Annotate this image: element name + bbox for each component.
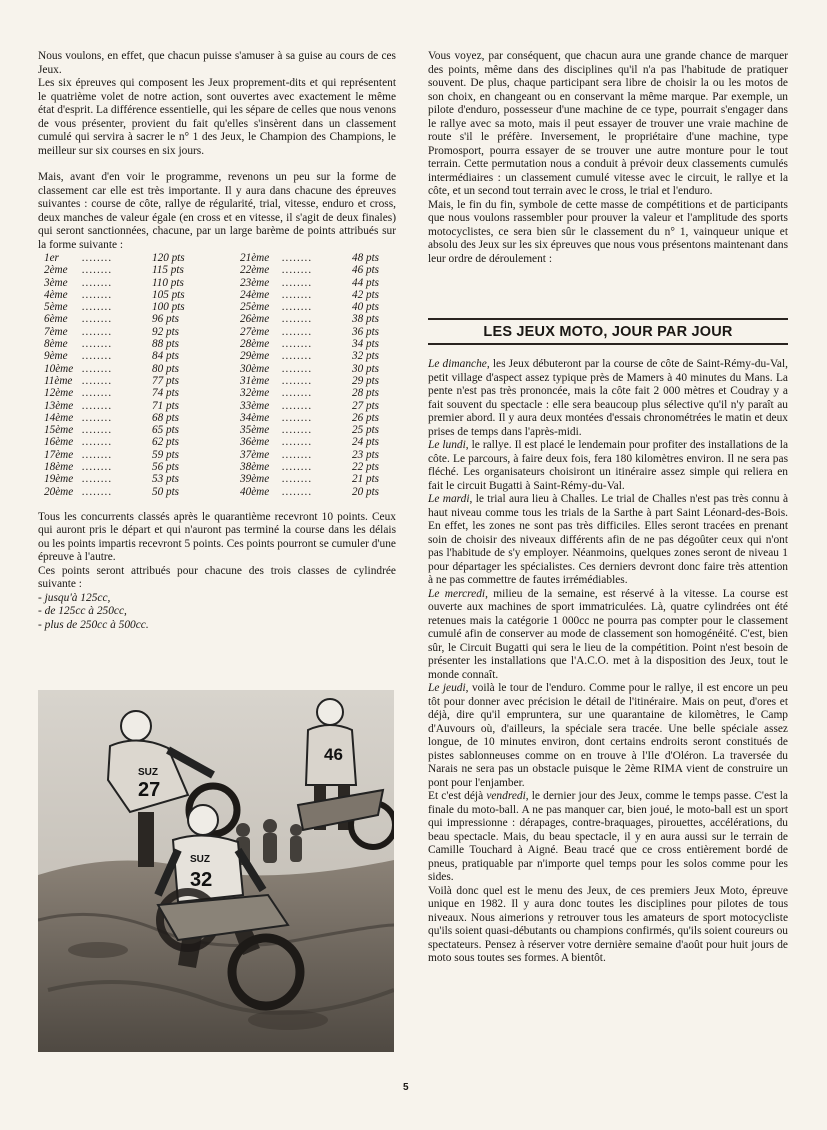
day-text: , le rallye. Il est placé le lendemain pour profiter des installations de la côte. Le parcours, à faire deux fois, fera 180 kilomètres environ. Il ne sera pas fléché. Les organisateurs choisiront un itinéraire assez simple qui reliera en fait le circuit Bugatti à Saint-Rémy-du-Val. xyxy=(428,439,789,492)
dot-leader: ........ xyxy=(282,424,313,437)
dot-leader: ........ xyxy=(282,473,313,486)
points-1: 120 pts xyxy=(152,252,185,264)
points-row xyxy=(38,375,396,387)
dot-leader: ........ xyxy=(282,374,313,387)
points-row xyxy=(38,264,396,276)
points-1: 84 pts xyxy=(152,350,180,363)
place-1: 10ème xyxy=(44,362,74,375)
points-2: 32 pts xyxy=(352,350,380,363)
place-2: 27ème xyxy=(240,325,270,338)
points-2: 29 pts xyxy=(352,374,380,387)
points-1: 105 pts xyxy=(152,288,185,301)
dot-leader: ........ xyxy=(82,461,113,474)
place-1: 6ème xyxy=(44,313,68,326)
points-1: 62 pts xyxy=(152,436,180,449)
place-1: 20ème xyxy=(44,485,74,498)
points-2: 22 pts xyxy=(352,461,380,474)
points-row xyxy=(38,449,396,461)
place-2: 37ème xyxy=(240,448,270,461)
points-1: 100 pts xyxy=(152,301,185,314)
friday-text: , le dernier jour des Jeux, comme le temps passe. C'est la finale du moto-ball. A ne pas manquer car, bien joué, le moto-ball est un sport qui impressionne : dérapages, contre-braquages, pirouettes, accélérations, du beau spectacle. Mais, du beau spectacle, il y en aura aussi sur le terrain de Camille Touchard à Aigné. Beau tracé que ce cross entièrement bordé de pneus, pratiquable par n'importe quel temps pour les solos comme pour les sides. xyxy=(428,790,788,883)
points-row xyxy=(38,424,396,436)
bib-27: 27 xyxy=(138,779,161,801)
section-heading: LES JEUX MOTO, JOUR PAR JOUR xyxy=(428,318,788,345)
dot-leader: ........ xyxy=(82,313,113,326)
place-1: 4ème xyxy=(44,288,68,301)
choice-paragraph: Vous voyez, par conséquent, que chacun aura une grande chance de marquer des points, même dans des disciplines qu'il n'a pas l'habitude de pratiquer souvent. De plus, chaque participant sera libre de choisir la ou les motos de son choix, en changeant ou en conservant la même marque. Par exemple, un pilote d'enduro, possesseur d'une machine de ce type, pourrait s'engager dans le rallye avec sa moto, mais il peut essayer de trouver une vraie machine de route s'il le préfère. Inversement, le propriétaire d'une machine, type Promosport, pourra essayer de se trouver une autre monture pour le tout terrain. Cette permutation nous a conduit à prévoir deux classements cumulés intermédiaires : un classement cumulé vitesse avec le circuit, le rallye et la côte, et un second tout terrain avec le cross, le trial et l'enduro. xyxy=(428,50,788,197)
dot-leader: ........ xyxy=(282,387,313,400)
place-1: 19ème xyxy=(44,473,74,486)
place-1: 16ème xyxy=(44,436,74,449)
points-row xyxy=(38,363,396,375)
place-2: 34ème xyxy=(240,411,270,424)
champion-paragraph: Mais, le fin du fin, symbole de cette masse de compétitions et de participants que nous voulons rassembler pour prouver la valeur et l'amplitude des sports motocyclistes, ce sera bien sûr le classement du n° 1, vainqueur unique et absolu des Jeux sur les six épreuves que nous vous présentons maintenant dans leur ordre de déroulement : xyxy=(428,198,789,265)
points-1: 88 pts xyxy=(152,338,180,351)
dot-leader: ........ xyxy=(82,325,113,338)
day-label: Le mercredi xyxy=(428,587,486,600)
day-label: Le dimanche xyxy=(428,358,487,370)
dot-leader: ........ xyxy=(282,325,313,338)
scoring-paragraph: Mais, avant d'en voir le programme, revenons un peu sur la forme de classement car elle est très importante. Il y aura dans chacune des épreuves suivantes : course de côte, rallye de régularité, trial, vitesse, enduro et cross, deux manches de valeur égale (en cross et en vitesse, il s'agit de deux finales) qui seront sanctionnées, chacune, par un large barème de points attribués sur la forme suivante : xyxy=(38,171,396,251)
left-column xyxy=(38,50,396,632)
points-row xyxy=(38,313,396,325)
dot-leader: ........ xyxy=(82,374,113,387)
place-2: 23ème xyxy=(240,276,270,289)
place-1: 17ème xyxy=(44,448,74,461)
place-1: 13ème xyxy=(44,399,74,412)
points-2: 42 pts xyxy=(352,288,380,301)
dot-leader: ........ xyxy=(282,313,313,326)
dot-leader: ........ xyxy=(82,252,113,264)
points-row xyxy=(38,326,396,338)
place-2: 36ème xyxy=(240,436,270,449)
points-row xyxy=(38,350,396,362)
place-1: 8ème xyxy=(44,338,68,351)
points-1: 115 pts xyxy=(152,264,184,277)
points-row xyxy=(38,486,396,498)
day-paragraph xyxy=(428,588,788,683)
friday-pre: Et c'est déjà xyxy=(428,790,487,802)
points-row xyxy=(38,289,396,301)
day-label: Le mardi xyxy=(428,493,470,505)
dot-leader: ........ xyxy=(282,252,313,264)
points-row xyxy=(38,412,396,424)
dot-leader: ........ xyxy=(82,264,113,277)
events-paragraph: Les six épreuves qui composent les Jeux proprement-dits et qui représentent le quatrième volet de notre action, sont ouvertes avec exactement le même état d'esprit. La différence essentielle, qui les sépare de celles que nous venons de vous présenter, provient du fait qu'elles s'insèrent dans un classement cumulé qui servira à sacrer le n° 1 des Jeux, le Champion des Champions, le meilleur sur six courses en six jours. xyxy=(38,77,396,157)
points-1: 65 pts xyxy=(152,424,180,437)
points-2: 25 pts xyxy=(352,424,380,437)
points-row xyxy=(38,436,396,448)
points-2: 24 pts xyxy=(352,436,380,449)
dot-leader: ........ xyxy=(82,288,113,301)
day-label: Le jeudi xyxy=(428,682,466,694)
points-1: 96 pts xyxy=(152,313,180,326)
day-paragraph xyxy=(428,358,788,439)
place-1: 3ème xyxy=(44,276,68,289)
points-2: 46 pts xyxy=(352,264,380,277)
day-text: , les Jeux débuteront par la course de côte de Saint-Rémy-du-Val, petit village d'aspect assez typique près de Mamers à 40 minutes du Mans. La pente n'est pas très prononcée, mais la côte fait 2 000 mètres et Coudray y a fait souvent du spectacle : elle sera beaucoup plus sélective qu'il n'y paraît au premier abord. Il y aura deux montées d'essais chronométrées le matin et deux prises de temps dans l'après-midi. xyxy=(428,358,788,438)
place-2: 21ème xyxy=(240,252,270,264)
dot-leader: ........ xyxy=(282,350,313,363)
points-2: 21 pts xyxy=(352,473,380,486)
dot-leader: ........ xyxy=(282,411,313,424)
points-2: 26 pts xyxy=(352,411,380,424)
place-1: 12ème xyxy=(44,387,74,400)
place-1: 15ème xyxy=(44,424,74,437)
place-1: 18ème xyxy=(44,461,74,474)
points-2: 38 pts xyxy=(352,313,380,326)
dot-leader: ........ xyxy=(282,436,313,449)
place-2: 22ème xyxy=(240,264,270,277)
place-1: 7ème xyxy=(44,325,68,338)
dot-leader: ........ xyxy=(82,485,113,498)
points-2: 23 pts xyxy=(352,448,380,461)
intro-paragraph: Nous voulons, en effet, que chacun puisse s'amuser à sa guise au cours de ces Jeux. xyxy=(38,50,396,76)
place-2: 26ème xyxy=(240,313,270,326)
points-2: 28 pts xyxy=(352,387,380,400)
place-1: 2ème xyxy=(44,264,68,277)
points-1: 80 pts xyxy=(152,362,180,375)
points-2: 40 pts xyxy=(352,301,380,314)
dot-leader: ........ xyxy=(82,424,113,437)
points-1: 68 pts xyxy=(152,411,180,424)
place-2: 31ème xyxy=(240,374,270,387)
dot-leader: ........ xyxy=(282,399,313,412)
classes-intro: Ces points seront attribués pour chacune des trois classes de cylindrée suivante : xyxy=(38,564,396,591)
class-item: - plus de 250cc à 500cc. xyxy=(38,618,149,631)
class-item: - jusqu'à 125cc, xyxy=(38,591,111,604)
place-2: 32ème xyxy=(240,387,270,400)
dot-leader: ........ xyxy=(82,301,113,314)
day-text: , le trial aura lieu à Challes. Le trial de Challes n'est pas très connu à haut niveau comme tous les trials de la Sarthe à part Saint Léonard-des-Bois. En effet, les zones ne sont pas très difficiles. Elles seront tracées en prenant soin de choisir des niveaux différents afin de ne pas dégoûter ceux qui n'ont pas l'habitude de s'y employer. Néanmoins, quelques zones seront de niveau 1 pour départager les spécialistes. Ces derniers devront donc faire très attention à ne pas commettre de fautes irrémédiables. xyxy=(428,493,789,586)
right-column xyxy=(428,50,788,266)
points-1: 56 pts xyxy=(152,461,180,474)
points-2: 48 pts xyxy=(352,252,380,264)
points-2: 34 pts xyxy=(352,338,380,351)
day-paragraph xyxy=(428,439,788,493)
dot-leader: ........ xyxy=(282,461,313,474)
points-1: 77 pts xyxy=(152,374,180,387)
points-1: 53 pts xyxy=(152,473,180,486)
points-2: 30 pts xyxy=(352,362,380,375)
brand-text-27: SUZ xyxy=(138,767,158,778)
dot-leader: ........ xyxy=(82,473,113,486)
points-2: 36 pts xyxy=(352,325,380,338)
dot-leader: ........ xyxy=(82,411,113,424)
points-row xyxy=(38,338,396,350)
dot-leader: ........ xyxy=(282,264,313,277)
motocross-photo xyxy=(38,690,394,1052)
place-1: 14ème xyxy=(44,411,74,424)
points-row xyxy=(38,400,396,412)
points-1: 110 pts xyxy=(152,276,184,289)
motocross-photo-image xyxy=(38,690,394,1052)
dot-leader: ........ xyxy=(282,288,313,301)
day-label: Le lundi xyxy=(428,439,466,451)
place-2: 33ème xyxy=(240,399,270,412)
points-row xyxy=(38,473,396,485)
place-2: 35ème xyxy=(240,424,270,437)
bib-32: 32 xyxy=(190,869,213,891)
class-item: - de 125cc à 250cc, xyxy=(38,605,127,618)
dot-leader: ........ xyxy=(82,362,113,375)
place-2: 25ème xyxy=(240,301,270,314)
place-2: 39ème xyxy=(240,473,270,486)
points-row xyxy=(38,252,396,264)
points-2: 44 pts xyxy=(352,276,380,289)
dot-leader: ........ xyxy=(82,399,113,412)
extra-points-paragraph: Tous les concurrents classés après le quarantième recevront 10 points. Ceux qui auront pris le départ et qui n'auront pas terminé la course dans les délais ou les points impartis recevront 5 points. Ces points pourront se cumuler d'une épreuve à l'autre. xyxy=(38,510,396,564)
points-row xyxy=(38,301,396,313)
place-2: 24ème xyxy=(240,288,270,301)
points-row xyxy=(38,461,396,473)
dot-leader: ........ xyxy=(282,362,313,375)
dot-leader: ........ xyxy=(82,387,113,400)
day-paragraph xyxy=(428,682,788,790)
brand-text-32: SUZ xyxy=(190,854,210,865)
points-2: 27 pts xyxy=(352,399,380,412)
place-1: 5ème xyxy=(44,301,68,314)
points-1: 59 pts xyxy=(152,448,180,461)
friday-label: vendredi xyxy=(486,790,526,802)
place-2: 38ème xyxy=(240,461,270,474)
points-1: 71 pts xyxy=(152,399,180,412)
points-1: 50 pts xyxy=(152,485,180,498)
points-row xyxy=(38,277,396,289)
page-number: 5 xyxy=(403,1082,409,1093)
day-text: , voilà le tour de l'enduro. Comme pour le rallye, il est encore un peu tôt pour donner avec précision le détail de l'itinéraire. Mais on peut, d'ores et déjà, dire qu'il empruntera, sur une quarantaine de kilomètres, le Camp d'Auvours où, d'ailleurs, la spéciale sera tracée. Une belle spéciale assez longue, de 10 minutes environ, dont certains endroits seront constitués de pistes sablonneuses comme on en trouve à l'Ile d'Oléron. La traversée du Narais ne sera pas un obstacle puisque le 2ème RIMA vient de construire un pont pour l'enjamber. xyxy=(428,682,788,789)
points-2: 20 pts xyxy=(352,485,380,498)
dot-leader: ........ xyxy=(282,485,313,498)
place-2: 29ème xyxy=(240,350,270,363)
bib-46: 46 xyxy=(324,745,343,764)
dot-leader: ........ xyxy=(82,338,113,351)
points-1: 92 pts xyxy=(152,325,180,338)
day-text: , milieu de la semaine, est réservé à la vitesse. La course est ouverte aux machines de sport immatriculées. Là, quatre cylindrées ont été retenues mais la catégorie 1 000cc ne pourra pas compter pour le classement cumulé afin de conserver au mode de classement son homogénéité. C'est, bien sûr, le Circuit Bugatti qui sera le lieu de la compétition. Point n'est besoin de présenter les installations que l'A.C.O. met à la disposition des Jeux, tout le monde connaît. xyxy=(428,587,788,681)
place-2: 30ème xyxy=(240,362,270,375)
closing-paragraph: Voilà donc quel est le menu des Jeux, de ces premiers Jeux Moto, épreuve unique en 1982. Il y aura donc toutes les disciplines pour pilotes de tous niveaux. Nous aimerions y retrouver tous les amateurs de sport motocycliste qu'ils soient quasi-débutants ou champions confirmés, qu'ils soient coureurs ou spectateurs. Pensez à réserver votre dernière semaine d'août pour huit jours de moto sous toutes ses formes. A bientôt. xyxy=(428,884,788,964)
days-column xyxy=(428,358,788,966)
dot-leader: ........ xyxy=(282,448,313,461)
place-1: 11ème xyxy=(44,374,73,387)
day-paragraph xyxy=(428,493,788,588)
days-list xyxy=(428,358,788,790)
dot-leader: ........ xyxy=(82,276,113,289)
place-1: 9ème xyxy=(44,350,68,363)
points-1: 74 pts xyxy=(152,387,180,400)
dot-leader: ........ xyxy=(82,448,113,461)
place-2: 40ème xyxy=(240,485,270,498)
dot-leader: ........ xyxy=(282,276,313,289)
friday-paragraph xyxy=(428,790,788,885)
dot-leader: ........ xyxy=(282,338,313,351)
dot-leader: ........ xyxy=(82,436,113,449)
place-1: 1er xyxy=(44,252,59,264)
dot-leader: ........ xyxy=(82,350,113,363)
points-row xyxy=(38,387,396,399)
points-table xyxy=(38,252,396,498)
place-2: 28ème xyxy=(240,338,270,351)
dot-leader: ........ xyxy=(282,301,313,314)
